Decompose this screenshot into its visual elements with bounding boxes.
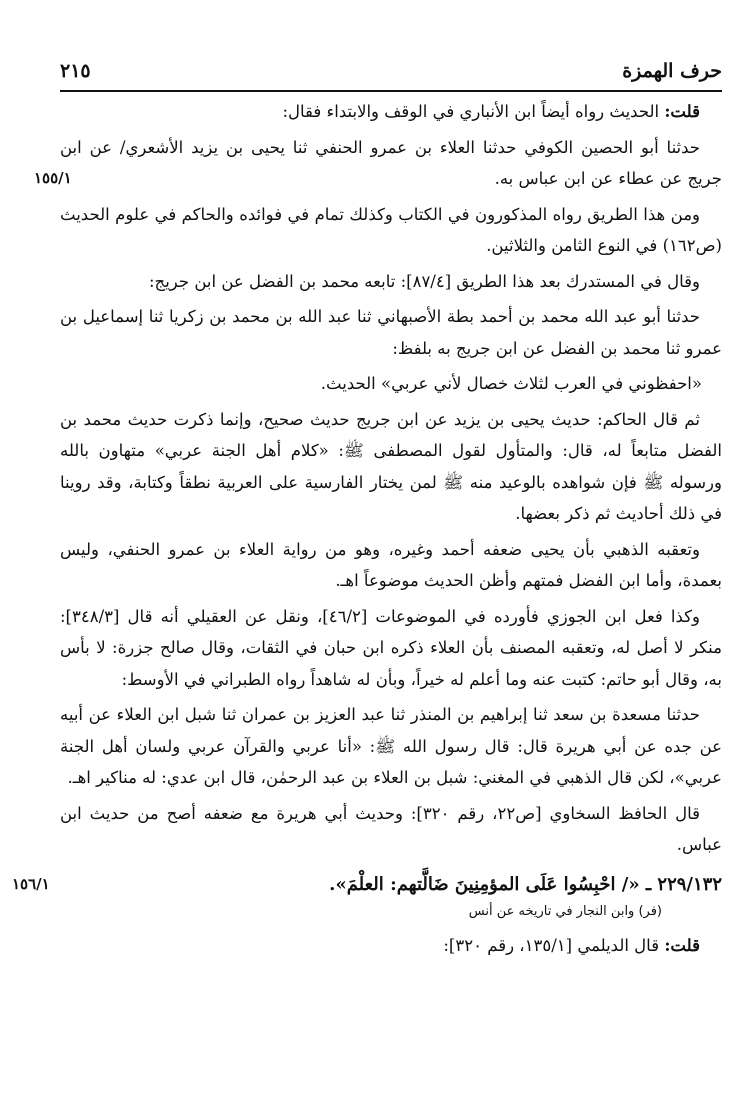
paragraph-last: [60, 930, 722, 962]
hadith-text: «/ احْبِسُوا عَلَى المؤمِنِينَ ضَالَّتهم: العلْمَ».: [329, 873, 640, 895]
paragraph-text: حدثنا أبو الحصين الكوفي حدثنا العلاء بن عمرو الحنفي ثنا يحيى بن يزيد الأشعري/ عن ابن جريج عن عطاء عن ابن عباس به.: [60, 137, 722, 188]
quoted-hadith: «احفظوني في العرب لثلاث خصال لأني عربي» الحديث.: [320, 374, 702, 393]
paragraph-2: [34, 132, 722, 195]
page-header: [60, 56, 722, 92]
hadith-entry: [12, 869, 722, 901]
main-text: [12, 96, 722, 962]
margin-reference: ١٥٥/١: [34, 169, 72, 187]
margin-reference: ١٥٦/١: [12, 874, 50, 893]
paragraph-4: وقال في المستدرك بعد هذا الطريق [٨٧/٤]: تابعه محمد بن الفضل عن ابن جريج:: [148, 271, 700, 291]
header-rule: [60, 90, 722, 92]
qultu-label: قلت:: [664, 936, 700, 955]
paragraph-text: الحديث رواه أيضاً ابن الأنباري في الوقف والابتداء فقال:: [282, 102, 665, 121]
hadith-number: ٢٢٩/١٣٢ ـ: [645, 873, 722, 895]
paragraph-11: قال الحافظ السخاوي [ص٢٢، رقم ٣٢٠]: وحديث أبي هريرة مع ضعفه أصح من حديث ابن عباس.: [60, 803, 722, 854]
paragraph-10: حدثنا مسعدة بن سعد ثنا إبراهيم بن المنذر ثنا عبد العزيز بن عمران ثنا شبل ابن العلاء عن أبيه عن جده عن أبي هريرة قال: قال رسول الله ﷺ: «أنا عربي والقرآن عربي ولسان أهل الجنة عربي»، لكن قال الذهبي في المغني: شبل بن العلاء بن عبد الرحمٰن، قال ابن عدي: له مناكير اهـ.: [60, 705, 722, 787]
hadith-source: (فر) وابن النجار في تاريخه عن أنس: [468, 904, 662, 919]
paragraph-5: حدثنا أبو عبد الله محمد بن أحمد بطة الأصبهاني ثنا عبد الله بن محمد بن زكريا ثنا إسماعيل بن عمرو ثنا محمد بن الفضل عن ابن جريج به بلفظ:: [60, 307, 722, 358]
paragraph-7: ثم قال الحاكم: حديث يحيى بن يزيد عن ابن جريج حديث صحيح، وإنما ذكرت حديث محمد بن الفضل متابعاً له، قال: والمتأول لقول المصطفى ﷺ: «كلام أهل الجنة عربي» متهاون بالله ورسوله ﷺ فإن شواهده بالوعيد منه ﷺ لمن يختار الفارسية على العربية نطقاً وكتابة، وقد روينا في ذلك أحاديث ثم ذكر بعضها.: [60, 409, 722, 523]
paragraph-1: [60, 96, 722, 128]
paragraph-text: قال الديلمي [١٣٥/١، رقم ٣٢٠]:: [443, 936, 665, 955]
page-number: ٢١٥: [60, 60, 91, 82]
paragraph-9: وكذا فعل ابن الجوزي فأورده في الموضوعات [٤٦/٢]، ونقل عن العقيلي أنه قال [٣٤٨/٣]: منكر لا أصل له، وتعقبه المصنف بأن العلاء ذكره ابن حبان في الثقات، وقال صالح جزرة: لا بأس به، وقال أبو حاتم: كتبت عنه وما أعلم له خيراً، وبأن له شاهداً رواه الطبراني في الأوسط:: [60, 606, 722, 689]
paragraph-8: وتعقبه الذهبي بأن يحيى ضعفه أحمد وغيره، وهو من رواية العلاء بن عمرو الحنفي، وليس بعمدة، وأما ابن الفضل فمتهم وأظن الحديث موضوعاً اهـ.: [60, 539, 722, 590]
qultu-label: قلت:: [664, 102, 700, 121]
chapter-title: حرف الهمزة: [622, 60, 722, 82]
paragraph-3: ومن هذا الطريق رواه المذكورون في الكتاب وكذلك تمام في فوائده والحاكم في علوم الحديث (ص١٦٢) في النوع الثامن والثلاثين.: [60, 204, 722, 255]
